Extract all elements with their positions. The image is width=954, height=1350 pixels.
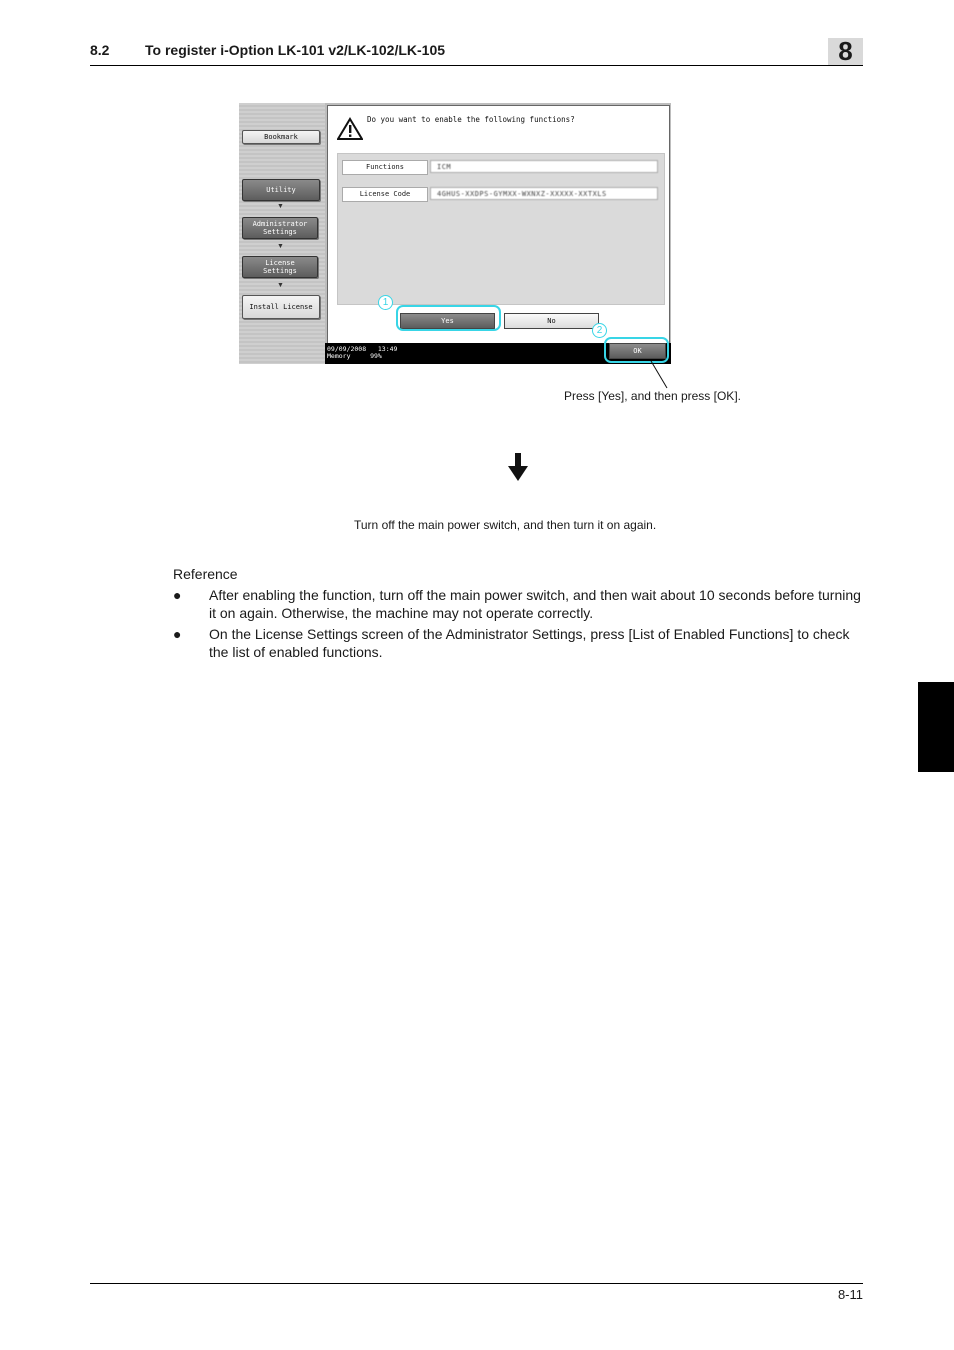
- install-license-button[interactable]: [242, 295, 320, 319]
- bookmark-label: Bookmark: [264, 133, 298, 141]
- status-date: 09/09/2008: [327, 345, 367, 353]
- menu-down-arrow-icon: ▼: [277, 243, 284, 250]
- reference-bullet-2: On the License Settings screen of the Administrator Settings, press [List of Enabled Functions] to check the list of enabled functions.: [209, 626, 850, 660]
- install-license-label: Install License: [249, 303, 313, 311]
- status-memory-label: Memory: [327, 352, 351, 360]
- callout-1: 1: [378, 295, 393, 310]
- bullet-icon: ●: [173, 626, 182, 642]
- yes-highlight: [396, 305, 501, 331]
- menu-down-arrow-icon: ▼: [277, 282, 284, 289]
- chapter-number: 8: [838, 36, 853, 66]
- administrator-settings-label-line1: Administrator: [252, 220, 308, 228]
- function-info-panel: [337, 153, 665, 305]
- license-code-label: License Code: [342, 187, 428, 202]
- utility-label: Utility: [266, 186, 296, 194]
- utility-button[interactable]: [242, 179, 320, 201]
- ok-label: OK: [633, 347, 642, 355]
- administrator-settings-button[interactable]: [242, 217, 318, 239]
- page-number: 8-11: [837, 1287, 863, 1302]
- license-settings-label-line1: License: [265, 259, 295, 267]
- section-title: To register i-Option LK-101 v2/LK-102/LK-105: [145, 42, 446, 58]
- footer-rule: [90, 1283, 863, 1284]
- reference-title: Reference: [173, 566, 238, 582]
- status-date-memory: [327, 345, 398, 360]
- power-caption: Turn off the main power switch, and then turn it on again.: [354, 518, 657, 532]
- license-settings-label-line2: Settings: [263, 267, 297, 275]
- menu-down-arrow-icon: ▼: [277, 203, 284, 210]
- header-rule: [90, 65, 863, 66]
- bookmark-button[interactable]: [242, 130, 320, 144]
- status-time: 13:49: [377, 345, 398, 353]
- status-memory-value: 99%: [370, 352, 382, 360]
- license-settings-button[interactable]: [242, 256, 318, 278]
- chapter-side-tab: [918, 682, 954, 772]
- yes-label: Yes: [441, 317, 454, 325]
- section-number: 8.2: [90, 42, 110, 58]
- no-label: No: [547, 317, 556, 325]
- bullet-icon: ●: [173, 587, 182, 603]
- functions-value: ICM: [430, 160, 658, 173]
- license-code-value: 4GHUS-XXDPS-GYMXX-WXNXZ-XXXXX-XXTXLS: [430, 187, 658, 200]
- down-arrow-icon: [506, 452, 530, 482]
- reference-bullet-1: After enabling the function, turn off the main power switch, and then wait about 10 seconds before turning it on again. Otherwise, the machine may not operate correctly.: [209, 587, 861, 621]
- functions-label: Functions: [342, 160, 428, 175]
- no-button[interactable]: [504, 313, 599, 329]
- administrator-settings-label-line2: Settings: [263, 228, 297, 236]
- callout-2: 2: [592, 323, 607, 338]
- warning-icon: [337, 117, 363, 141]
- press-caption: Press [Yes], and then press [OK].: [564, 389, 741, 403]
- dialog-question: Do you want to enable the following functions?: [367, 115, 575, 124]
- callout-leader-line: [650, 360, 670, 390]
